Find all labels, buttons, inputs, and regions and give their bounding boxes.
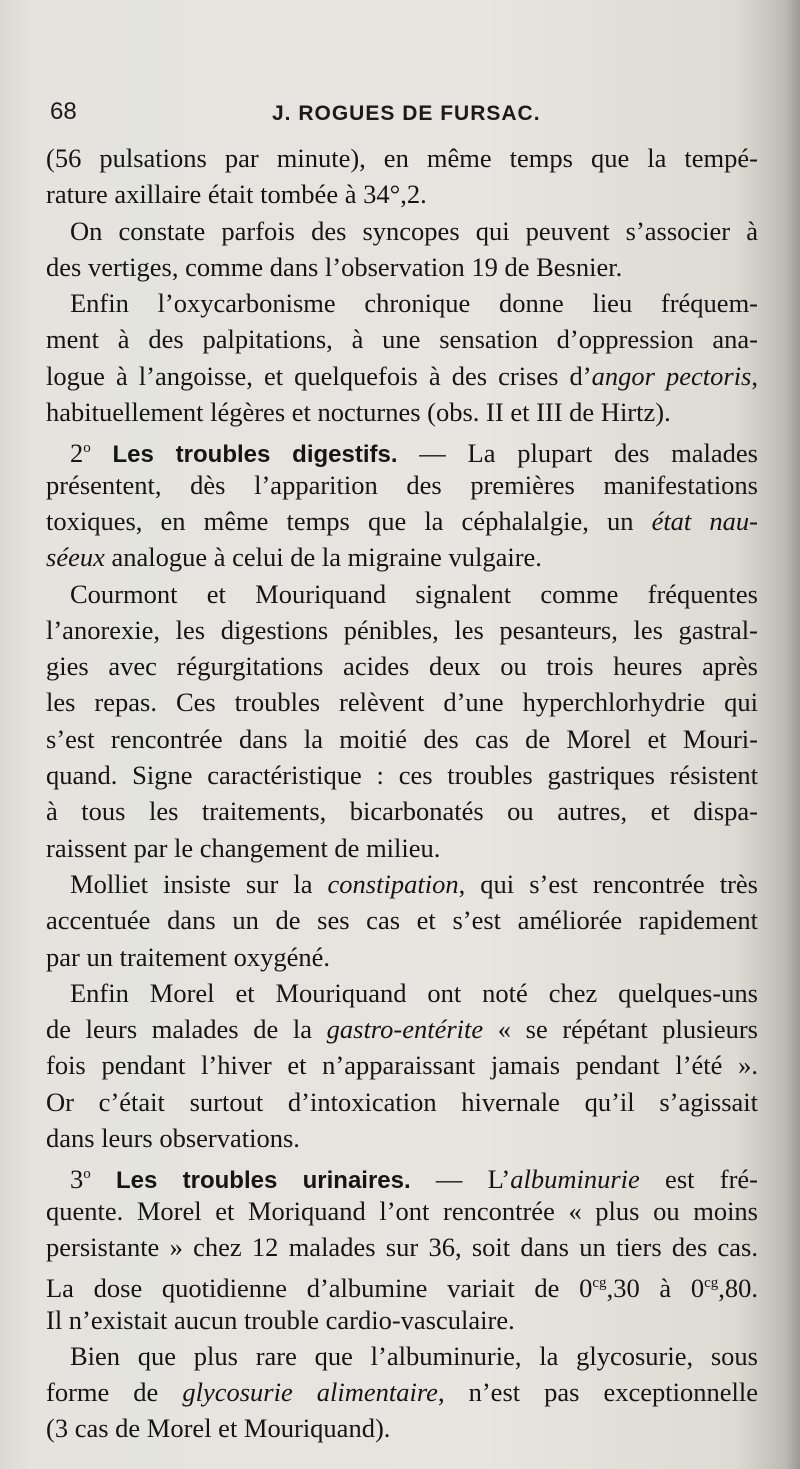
text-line: habituellement légères et nocturnes (obs. II et III de Hirtz). [46,397,671,428]
italic-term: albuminurie [510,1164,640,1195]
text-span: — L’ [410,1164,511,1195]
text-line [46,1156,758,1195]
text-line [46,539,758,575]
text-span: La dose quotidienne d’albumine variait de 0 [46,1273,593,1304]
italic-term: angor pectoris [591,360,752,391]
running-head: J. ROGUES DE FURSAC. [272,102,541,125]
text-span: « se répétant plusieurs [483,1014,758,1045]
text-line: Bien que plus rare que l’albuminurie, la glycosurie, sous [70,1340,758,1371]
text-span: , n’est pas exceptionnelle [437,1377,758,1408]
italic-term: gastro-entérite [326,1014,484,1045]
text-line: raissent par le changement de milieu. [46,832,441,863]
text-line: persistante » chez 12 malades sur 36, soit dans un tiers des cas. [46,1231,758,1262]
text-span: de leurs malades de la [46,1014,327,1045]
section-number: 3 [70,1164,84,1195]
text-line: On constate parfois des syncopes qui peuvent s’associer à [70,215,758,246]
text-line: les repas. Ces troubles relèvent d’une hyperchlorhydrie qui [46,687,758,718]
text-line: ment à des palpitations, à une sensation d’oppression ana- [46,324,758,355]
page-header [50,98,760,132]
text-line: (56 pulsations par minute), en même temps que la tempé- [46,143,758,173]
text-span: analogue à celui de la migraine vulgaire. [104,542,542,573]
unit-superscript: cg [704,1275,719,1292]
page-number: 68 [50,98,77,125]
text-line: accentuée dans un de ses cas et s’est améliorée rapidement [46,905,758,936]
text-line [46,358,758,394]
text-span: ,80. [718,1273,758,1304]
text-line: Enfin Morel et Mouriquand ont noté chez quelques-uns [70,977,758,1008]
italic-term: séeux [46,542,105,573]
text-line: s’est rencontrée dans la moitié des cas de Morel et Mouri- [46,723,758,754]
section-heading: Les troubles digestifs. [112,441,398,469]
text-line: quand. Signe caractéristique : ces troubles gastriques résistent [46,760,758,791]
text-span: forme de [46,1377,183,1408]
text-line: par un traitement oxygéné. [46,941,331,972]
text-line: l’anorexie, les digestions pénibles, les pesanteurs, les gastral- [46,614,758,645]
text-line: des vertiges, comme dans l’observation 19 de Besnier. [46,251,623,282]
text-line: rature axillaire était tombée à 34°,2. [46,179,427,210]
text-span: , [751,360,758,391]
text-line: présentent, dès l’apparition des premières manifestations [46,469,758,500]
text-line [46,1374,758,1410]
text-line [46,430,758,469]
text-span: — La plupart des malades [397,438,758,469]
text-line: gies avec régurgitations acides deux ou trois heures après [46,651,758,682]
italic-term: constipation [327,868,459,899]
text-line: dans leurs observations. [46,1123,300,1154]
text-span: logue à l’angoisse, et quelquefois à des crises d’ [46,360,592,391]
text-line: Il n’existait aucun trouble cardio-vasculaire. [46,1304,515,1335]
italic-term: état nau- [651,505,758,536]
text-span: toxiques, en même temps que la céphalalgie, un [46,505,652,536]
text-line: quente. Morel et Moriquand l’ont rencontrée « plus ou moins [46,1195,758,1226]
italic-term: glycosurie alimentaire [182,1377,438,1408]
text-line [46,503,758,539]
text-line: (3 cas de Morel et Mouriquand). [46,1413,391,1444]
section-heading: Les troubles urinaires. [116,1167,411,1195]
text-line [46,1265,758,1304]
text-line: Or c’était surtout d’intoxication hivernale qu’il s’agissait [46,1086,758,1117]
section-number: 2 [70,438,84,469]
text-line: Courmont et Mouriquand signalent comme fréquentes [70,578,758,609]
text-line [46,866,758,902]
text-line: fois pendant l’hiver et n’apparaissant jamais pendant l’été ». [46,1050,758,1081]
body-text [46,140,758,1447]
text-span: ,30 à 0 [606,1273,705,1304]
unit-superscript: cg [592,1275,607,1292]
ordinal-superscript: o [83,1166,91,1183]
ordinal-superscript: o [83,440,91,457]
text-span: , qui s’est rencontrée très [458,868,758,899]
text-line [46,1011,758,1047]
text-line: Enfin l’oxycarbonisme chronique donne lieu fréquem- [70,288,758,319]
text-span: est fré- [639,1164,758,1195]
text-line: à tous les traitements, bicarbonatés ou autres, et dispa- [46,796,758,827]
text-span: Molliet insiste sur la [70,868,328,899]
